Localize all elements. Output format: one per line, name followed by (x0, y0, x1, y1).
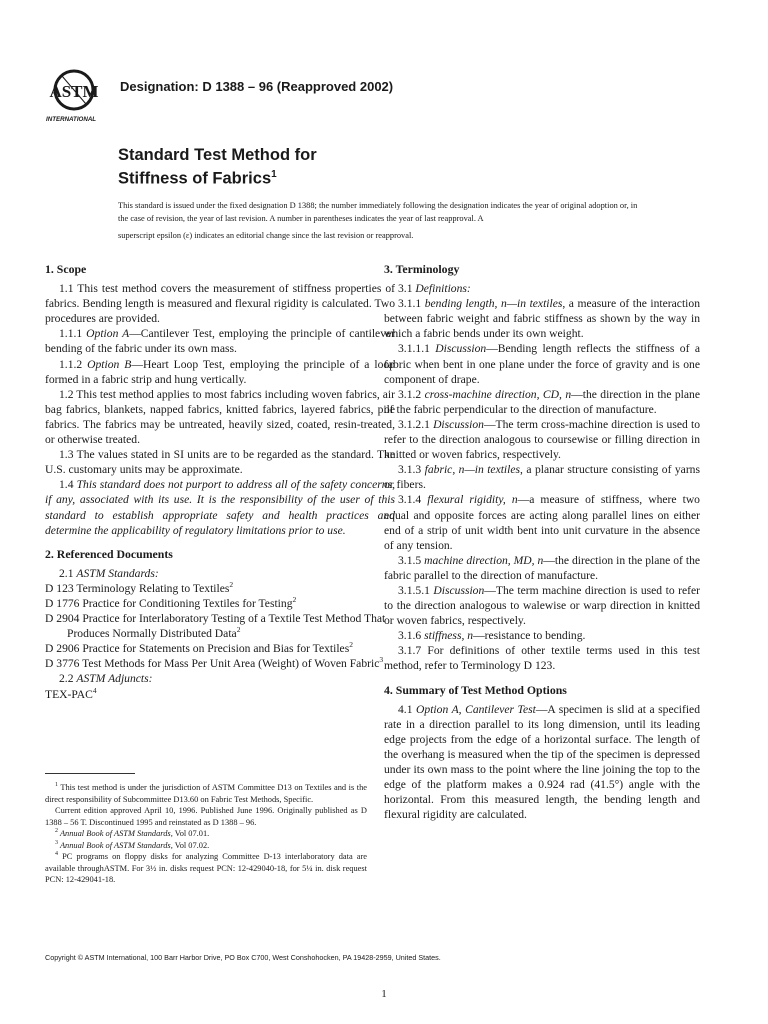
paragraph-3-1-2-1: 3.1.2.1 Discussion—The term cross-machine direction is used to refer to the direction analogous to coursewise or filling direction in knitted or woven fabrics, respectively. (384, 417, 700, 462)
section-heading-scope: 1. Scope (45, 262, 87, 276)
footnote-divider (45, 773, 135, 774)
paragraph-3-1-3: 3.1.3 fabric, n—in textiles, a planar structure consisting of yarns or fibers. (384, 463, 700, 492)
paragraph-3-1-5: 3.1.5 machine direction, MD, n—the direction in the plane of the fabric parallel to the direction of manufacture. (384, 553, 701, 582)
adjunct-texpac: TEX-PAC$^4$ (45, 685, 97, 701)
paragraph-1-2: 1.2 This test method applies to most fabrics including woven fabrics, air bag fabrics, blankets, napped fabrics, knitted fabrics, layered fabrics, pile fabrics. The fabrics may be untreated, heavily sized, coated, resin-treated, or otherwise treated. (45, 387, 395, 447)
footnote-1: $^1$ This test method is under the jurisdiction of ASTM Committee D13 on Textiles and is the direct responsibility of Subcommittee D13.60 on Fabric Test Methods, Specific. (45, 782, 367, 804)
reference-d2904: D 2904 Practice for Interlaboratory Testing of a Textile Test Method That Produces Normally Distributed Data$^2$ (45, 612, 386, 641)
paragraph-3-1-1-1: 3.1.1.1 Discussion—Bending length reflects the stiffness of a fabric when bent in one plane under the force of gravity and is one component of drape. (384, 342, 701, 386)
paragraph-1-1-2: 1.1.2 Option B—Heart Loop Test, employing the principle of a loop formed in a fabric strip and hung vertically. (45, 357, 396, 386)
title-footnote-ref: 1 (271, 169, 277, 180)
paragraph-3-1-6: 3.1.6 stiffness, n—resistance to bending. (398, 629, 586, 643)
section-heading-referenced-documents: 2. Referenced Documents (45, 546, 173, 561)
reference-d3776: D 3776 Test Methods for Mass Per Unit Area (Weight) of Woven Fabric$^3$ (45, 655, 384, 671)
footnote-3: $^3$ Annual Book of ASTM Standards, Vol 07.02. (55, 839, 210, 850)
paragraph-1-4: 1.4 This standard does not purport to address all of the safety concerns, if any, associated with its use. It is the responsibility of the user of this standard to establish appropriate safety and health practices and determine the applicability of regulatory limitations prior to use. (45, 478, 396, 537)
page-number: 1 (381, 988, 387, 1000)
reference-d123: D 123 Terminology Relating to Textiles$^2$ (45, 580, 234, 595)
right-column (384, 262, 700, 822)
footnote-4: $^4$ PC programs on floppy disks for analyzing Committee D-13 interlaboratory data are available throughASTM. For 3½ in. disks request PCN: 12-429040-18, for 5¼ in. disk request PCN: 12-429041-18. (45, 851, 367, 884)
paragraph-3-1-2: 3.1.2 cross-machine direction, CD, n—the direction in the plane of the fabric perpendicular to the direction of manufacture. (384, 387, 700, 416)
issue-note-line-1: This standard is issued under the fixed designation D 1388; the number immediately following the designation indicates the year of original adoption or, in the case of revision, the year of last revision. A number in parentheses indicates the year of last reapproval. A (118, 201, 638, 223)
paragraph-2-1: 2.1 ASTM Standards: (59, 566, 159, 580)
title-text: Stiffness of Fabrics (118, 169, 272, 188)
astm-logo (44, 66, 110, 124)
svg-text:ASTM: ASTM (49, 82, 99, 101)
paragraph-1-3: 1.3 The values stated in SI units are to be regarded as the standard. The U.S. customary units may be approximate. (45, 448, 395, 477)
issue-note-line-2: superscript epsilon (ε) indicates an editorial change since the last revision or reapproval. (118, 231, 414, 240)
astm-logo-mark (44, 66, 110, 124)
reference-d2906: D 2906 Practice for Statements on Precision and Bias for Textiles$^2$ (45, 640, 353, 656)
paragraph-3-1-4: 3.1.4 flexural rigidity, n—a measure of stiffness, where two equal and opposite forces are acting along parallel lines on either end of a strip of unit width bent into unit curvature in the absence of any tension. (384, 493, 700, 552)
paragraph-3-1-7: 3.1.7 For definitions of other textile terms used in this test method, refer to Terminology D 123. (384, 644, 700, 673)
paragraph-4-1: 4.1 Option A, Cantilever Test—A specimen is slid at a specified rate in a direction parallel to its long dimension, until its leading edge projects from the edge of a horizontal surface. The length of the overhang is measured when the tip of the specimen is depressed under its own mass to the point where the line joining the top to the edge of the platform makes a 0.924 rad (41.5°) angle with the horizontal. From this measured length, the bending length and flexural rigidity are calculated. (384, 702, 701, 822)
title-line-2 (118, 165, 317, 189)
section-heading-terminology: 3. Terminology (384, 262, 460, 276)
section-heading-summary: 4. Summary of Test Method Options (384, 682, 567, 697)
footnote-2: $^2$ Annual Book of ASTM Standards, Vol 07.01. (55, 828, 210, 838)
footnotes (45, 782, 367, 886)
footnote-1-edition: Current edition approved April 10, 1996. Published June 1996. Originally published as D 1388 – 56 T. Discontinued 1995 and reinstated as D 1388 – 96. (45, 806, 367, 827)
logo-wordmark: INTERNATIONAL (46, 116, 97, 123)
reference-d1776: D 1776 Practice for Conditioning Textiles for Testing$^2$ (45, 595, 297, 610)
paragraph-1-1: 1.1 This test method covers the measurement of stiffness properties of fabrics. Bending length is measured and flexural rigidity is calculated. Two procedures are provided. (45, 282, 395, 326)
paragraph-1-1-1: 1.1.1 Option A—Cantilever Test, employing the principle of cantilever bending of the fabric under its own mass. (45, 327, 395, 356)
paragraph-2-2: 2.2 ASTM Adjuncts: (59, 672, 153, 686)
left-column (45, 262, 395, 702)
paragraph-3-1: 3.1 Definitions: (398, 282, 471, 296)
designation: Designation: D 1388 – 96 (Reapproved 2002) (120, 79, 394, 94)
title-line-1: Standard Test Method for (118, 146, 317, 164)
issue-note (118, 199, 638, 242)
paragraph-3-1-1: 3.1.1 bending length, n—in textiles, a measure of the interaction between fabric weight and fabric stiffness as shown by the way in which a fabric bends under its own weight. (384, 297, 700, 341)
document-title (118, 146, 317, 189)
paragraph-3-1-5-1: 3.1.5.1 Discussion—The term machine direction is used to refer to the direction analogous to walewise or warp direction in knitted or woven fabrics, respectively. (384, 583, 700, 628)
copyright-line: Copyright © ASTM International, 100 Barr Harbor Drive, PO Box C700, West Conshohocken, PA 19428-2959, United States. (45, 953, 441, 962)
